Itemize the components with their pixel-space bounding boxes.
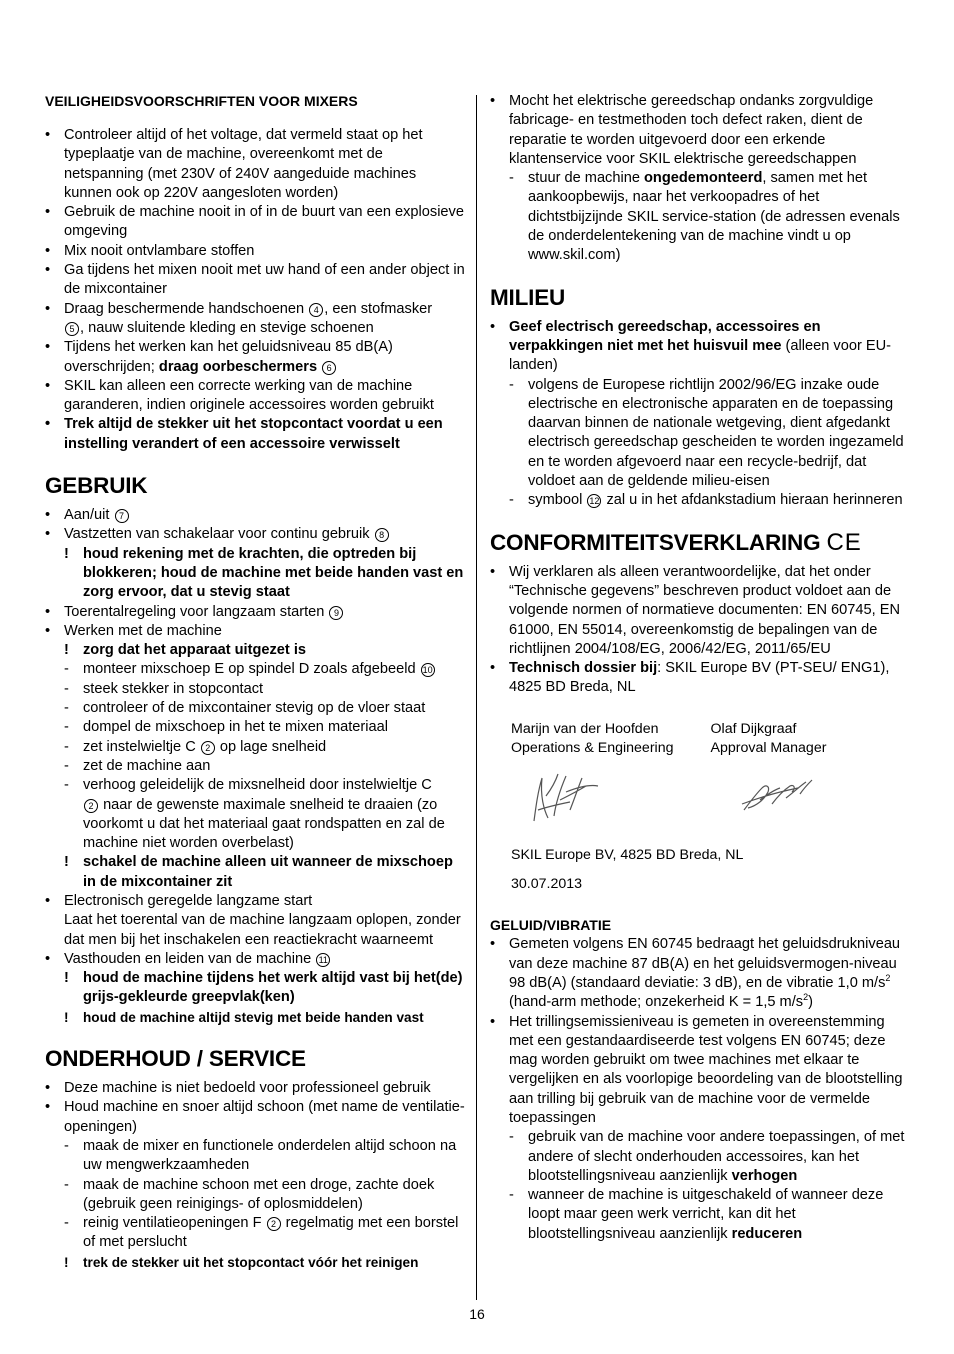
left-column [45,92,465,1272]
safety-title: VEILIGHEIDSVOORSCHRIFTEN VOOR MIXERS [45,93,358,109]
step-item: - controleer of de mixcontainer stevig op de vloer staat [64,700,426,717]
page-number: 16 [469,1306,485,1322]
list-item: • Deze machine is niet bedoeld voor professioneel gebruik [45,1080,431,1097]
safety-item: • Tijdens het werken kan het geluidsniveau 85 dB(A) overschrijden; draag oorbeschermers 6 [45,339,393,375]
right-column [490,92,910,1244]
step-item: - maak de mixer en functionele onderdelen altijd schoon na uw mengwerkzaamheden [64,1137,457,1174]
step-item: - gebruik van de machine voor andere toepassingen, of met andere of slecht onderhouden accessoires, kan het blootstellingsniveau aanzienlijk verhogen [509,1129,905,1184]
list-item: • Aan/uit 7 [45,506,465,525]
step-item: - verhoog geleidelijk de mixsnelheid door instelwieltje C 2 naar de gewenste maximale snelheid te draaien (zo voorkomt u dat het materiaal gaat rondspatten en zal de machine niet worden overbelast) [64,777,445,852]
ref-number: 4 [309,303,323,317]
geluid-title: GELUID/VIBRATIE [490,917,612,934]
list-item: • Toerentalregeling voor langzaam starten 9 [45,603,465,622]
step-item: - maak de machine schoon met een droge, zachte doek (gebruik geen reinigings- of oplosmiddelen) [64,1176,435,1212]
step-item: - zet de machine aan [64,757,211,774]
step-item: - symbool 12 zal u in het afdankstadium hieraan herinneren [509,492,903,509]
safety-item: • Gebruik de machine nooit in of in de buurt van een explosieve omgeving [45,204,464,240]
warning-item: ! zorg dat het apparaat uitgezet is [64,642,306,659]
warning-item: ! houd rekening met de krachten, die optreden bij blokkeren; houd de machine met beide handen vast en zorg ervoor, dat u stevig staat [64,545,464,601]
list-item: • Wij verklaren als alleen verantwoordelijke, dat het onder “Technische gegevens” beschreven product voldoet aan de volgende normen of normatieve documenten: EN 60745, EN 61000, EN 55014, overeenkomstig de bepalingen van de richtlijnen 2004/108/EG, 2006/42/EG, 2011/65/EU [490,563,901,657]
signatories [511,720,910,759]
list-item: • Gemeten volgens EN 60745 bedraagt het geluidsdrukniveau van deze machine 87 dB(A) en het geluidsvermogen-niveau 98 dB(A) (standaard deviatie: 3 dB), en de vibratie 1,0 $m/s^2$ (hand-arm methode; onzekerheid K = 1,5 $m/s^2$) [490,936,901,1011]
signature-hoofden-icon [526,766,606,828]
step-item: - zet instelwieltje C 2 op lage snelheid [64,738,327,755]
list-item: • Geef electrisch gereedschap, accessoires en verpakkingen niet met het huisvuil mee (alleen voor EU-landen) [490,318,891,374]
safety-item: • Ga tijdens het mixen nooit met uw hand of een ander object in de mixcontainer [45,262,465,298]
warning-item: ! houd de machine tijdens het werk altijd vast bij het(de) grijs-gekleurde greepvlak(ken) [64,970,463,1006]
safety-item: • Mix nooit ontvlambare stoffen [45,242,255,259]
warning-item: ! trek de stekker uit het stopcontact vóór het reinigen [64,1254,419,1270]
safety-item: • Controleer altijd of het voltage, dat vermeld staat op het typeplaatje van de machine, overeenkomt met de netspanning (met 230V of 240V aangeduide machines kunnen ook op 220V aangesloten worden) [45,127,423,201]
company-address: SKIL Europe BV, 4825 BD Breda, NL [511,847,744,864]
step-item: - wanneer de machine is uitgeschakeld of wanneer deze loopt maar geen werk verricht, kan dit het blootstellingsniveau aanzienlijk reduceren [509,1187,884,1242]
signatory: Olaf Dijkgraaf Approval Manager [710,720,827,757]
step-item: - stuur de machine ongedemonteerd, samen met het aankoopbewijs, naar het verkoopadres of het dichtstbijzijnde SKIL service-station (de adressen evenals de onderdelentekening van de machine vindt u op www.skil.com) [509,170,900,264]
step-item: - reinig ventilatieopeningen F 2 regelmatig met een borstel of met perslucht [64,1215,459,1251]
step-item: - monteer mixschoep E op spindel D zoals afgebeeld 10 [64,661,433,678]
signatory: Marijn van der Hoofden Operations & Engineering [511,720,674,757]
ref-number: 5 [65,322,79,336]
section-heading-gebruik: GEBRUIK [45,473,148,499]
signatures [490,766,910,836]
safety-item: • Trek altijd de stekker uit het stopcontact voordat u een instelling verandert of een accessoire verwisselt [45,416,443,452]
ce-mark: CE [826,528,862,556]
step-item: - steek stekker in stopcontact [64,680,264,697]
list-item: • Electronisch geregelde langzame start Laat het toerental van de machine langzaam oplopen, zonder dat men bij het inschakelen een reactiekracht waarneemt [45,892,461,948]
warning-item: ! schakel de machine alleen uit wanneer de mixschoep in de mixcontainer zit [64,854,453,890]
list-item: • Vastzetten van schakelaar voor continu gebruik 8 [45,525,465,544]
section-heading-onderhoud: ONDERHOUD / SERVICE [45,1046,306,1072]
section-heading-milieu: MILIEU [490,284,566,310]
warning-item: ! houd de machine altijd stevig met beide handen vast [64,1009,424,1025]
signature-dijkgraaf-icon [738,774,818,818]
section-heading-conformiteit: CONFORMITEITSVERKLARING CE [490,528,862,556]
step-item: - dompel de mixschoep in het te mixen materiaal [64,719,389,736]
list-item: • Werken met de machine [45,622,222,639]
safety-item: • SKIL kan alleen een correcte werking van de machine garanderen, indien originele accessoires worden gebruikt [45,377,434,414]
ref-number: 6 [322,361,336,375]
list-item: • Mocht het elektrische gereedschap ondanks zorgvuldige fabricage- en testmethoden toch defect raken, dient de reparatie te worden uitgevoerd door een erkende klantenservice voor SKIL elektrische gereedschappen [490,93,874,167]
step-item: - volgens de Europese richtlijn 2002/96/EG inzake oude electrische en electronische apparaten en de toepassing daarvan binnen de nationale wetgeving, dient afgedankt electrisch gereedschap gescheiden te worden ingezameld en te worden afgevoerd naar een recycle-bedrijf, dat voldoet aan de geldende milieu-eisen [509,376,904,490]
list-item: • Vasthouden en leiden van de machine 11 [45,950,465,969]
safety-item: • Draag beschermende handschoenen 4 , een stofmasker 5 , nauw sluitende kleding en stevige schoenen [45,300,433,336]
column-divider [476,95,477,1300]
declaration-date: 30.07.2013 [511,876,583,893]
list-item: • Het trillingsemissieniveau is gemeten in overeenstemming met een gestandaardiseerde test volgens EN 60745; deze mag worden gebruikt om twee machines met elkaar te vergelijken en als voorlopige beoordeling van de blootstelling aan trilling bij gebruik van de machine voor de vermelde toepassingen [490,1013,903,1126]
list-item: • Houd machine en snoer altijd schoon (met name de ventilatie-openingen) [45,1099,465,1135]
list-item: • Technisch dossier bij: SKIL Europe BV (PT-SEU/ ENG1), 4825 BD Breda, NL [490,660,890,696]
